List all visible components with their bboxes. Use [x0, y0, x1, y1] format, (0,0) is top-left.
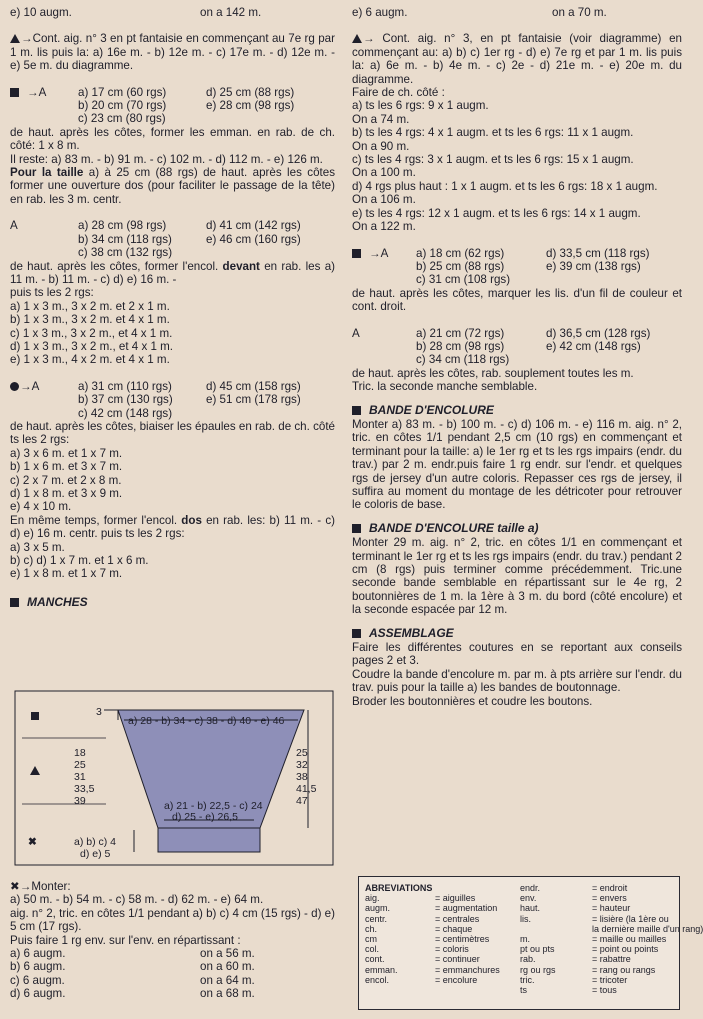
abbr-definition: = continuer: [435, 954, 480, 965]
text: a) à 25 cm (88 rgs) de haut. après les côtes former une ouverture dos (pour faciliter le passage de la tête) en rab. les 3 m. centr.: [10, 166, 335, 206]
abbr-term: [365, 985, 435, 995]
paragraph: Monter a) 83 m. - b) 100 m. - c) d) 106 m. - e) 116 m. aig. n° 2, tric. en côtes 1/1 pendant 2,5 cm (10 rgs) en commençant et terminant pour la taille: a) le 1er rg et ts les rgs impairs (endr. du trav.) par 2 m. endr.puis faire 1 rg endr. sur l'endr. et quelques rgs de jersey d'un autre coloris. Repasser ces rgs de jersey, il suffira au moment du montage de les détricoter pour retrouver le coloris de base.: [352, 417, 682, 512]
size-c: c) 42 cm (148 rgs): [78, 406, 173, 420]
abbr-definition: = envers: [592, 893, 627, 904]
line: On a 90 m.: [352, 139, 410, 153]
abbr-definition: = maille ou mailles: [592, 934, 667, 945]
paragraph: de haut. après les côtes, marquer les lis. d'un fil de couleur et cont. droit.: [352, 286, 682, 314]
paragraph: de haut. après les côtes, rab. souplement toutes les m.: [352, 366, 634, 380]
section-heading: BANDE D'ENCOLURE: [352, 404, 682, 417]
line: e) 1 x 8 m. et 1 x 7 m.: [10, 567, 123, 581]
size-d: d) 36,5 cm (128 rgs): [546, 326, 651, 340]
abbr-term: cm: [365, 934, 377, 945]
size-b: b) 25 cm (88 rgs): [416, 259, 505, 273]
abbr-definition: = augmentation: [435, 903, 498, 914]
line: a) 1 x 3 m., 3 x 2 m. et 2 x 1 m.: [10, 299, 170, 313]
size-d: d) 41 cm (142 rgs): [206, 219, 301, 233]
square-icon: [10, 598, 19, 607]
abbr-row: [365, 965, 673, 975]
line: puis ts les 2 rgs:: [10, 286, 94, 300]
sleeve-diagram: [14, 690, 334, 866]
square-icon: [352, 249, 361, 258]
abbr-definition: = centrales: [435, 913, 480, 924]
line: a) 3 x 5 m.: [10, 540, 65, 554]
abbr-row: [365, 903, 673, 913]
text: on a 70 m.: [552, 6, 607, 19]
paragraph: Broder les boutonnières et coudre les boutons.: [352, 694, 593, 708]
abbr-definition: = lisière (la 1ère ou: [592, 913, 669, 924]
triangle-icon: [30, 766, 40, 775]
abbr-definition: [435, 985, 520, 995]
bottom-width-label-1: a) 21 - b) 22,5 - c) 24: [164, 800, 263, 812]
square-icon: [31, 712, 39, 720]
left-height-label: 25: [74, 759, 86, 771]
paragraph: de haut. après les côtes, biaiser les épaules en rab. de ch. côté ts les 2 rgs:: [10, 419, 335, 447]
abbr-term: ch.: [365, 923, 378, 934]
size-e: e) 46 cm (160 rgs): [206, 232, 301, 246]
cross-icon: ✖: [10, 880, 20, 893]
size-d: d) 25 cm (88 rgs): [206, 85, 295, 99]
text: on a 142 m.: [200, 6, 262, 19]
paragraph: Il reste: a) 83 m. - b) 91 m. - c) 102 m. - d) 112 m. - e) 126 m.: [10, 152, 323, 166]
right-column: [352, 6, 682, 708]
top-offset-label: 3: [96, 706, 102, 718]
bold-text: Pour la taille: [10, 166, 84, 180]
size-c: c) 38 cm (132 rgs): [78, 246, 173, 260]
line: e) 1 x 3 m., 4 x 2 m. et 4 x 1 m.: [10, 353, 170, 367]
paragraph: Coudre la bande d'encolure m. par m. à pts arrière sur l'endr. du trav. puis pour la taille a) les bandes de boutonnage.: [352, 667, 682, 695]
abbr-row: [365, 934, 673, 944]
abbr-term: lis.: [520, 913, 531, 924]
line: Puis faire 1 rg env. sur l'env. en répartissant :: [10, 933, 241, 947]
paragraph: [10, 32, 335, 72]
size-a: a) 18 cm (62 rgs): [416, 246, 505, 260]
left-top-row: [10, 6, 335, 19]
paragraph: En même temps, former l'encol. dos en rab. les: b) 11 m. - c) d) e) 16 m. centr. puis ts les 2 rgs:: [10, 513, 335, 541]
cross-icon: ✖: [28, 836, 37, 848]
size-table: [10, 86, 335, 126]
section-heading: BANDE D'ENCOLURE taille a): [352, 522, 682, 535]
right-top-row: [352, 6, 682, 19]
abbr-row: [365, 975, 673, 985]
monter-row: a) 6 augm. on a 56 m.: [10, 947, 255, 961]
monter-row: c) 6 augm. on a 64 m.: [10, 973, 255, 987]
abbr-definition: = tous: [592, 985, 617, 996]
size-b: b) 34 cm (118 rgs): [78, 232, 172, 246]
line: d) 1 x 8 m. et 3 x 9 m.: [10, 487, 123, 500]
marker: A: [352, 326, 360, 340]
sleeve-cuff: [158, 828, 260, 852]
text: e) 10 augm.: [10, 6, 72, 19]
size-e: e) 42 cm (148 rgs): [546, 339, 641, 353]
size-table: [10, 219, 335, 259]
size-a: a) 21 cm (72 rgs): [416, 326, 505, 340]
abbr-term: [520, 924, 592, 934]
abbr-term: emman.: [365, 964, 398, 975]
abbr-definition: = hauteur: [592, 903, 631, 914]
line: b) 1 x 6 m. et 3 x 7 m.: [10, 460, 123, 474]
right-height-label: 41,5: [296, 783, 317, 795]
line: e) ts les 4 rgs: 12 x 1 augm. et ts les 6 rgs: 14 x 1 augm.: [352, 206, 641, 220]
left-height-label: 39: [74, 795, 86, 807]
left-height-label: 18: [74, 747, 86, 759]
line: e) 4 x 10 m.: [10, 500, 72, 514]
line: b) ts les 4 rgs: 4 x 1 augm. et ts les 6 rgs: 11 x 1 augm.: [352, 126, 634, 140]
abbr-rows: [365, 893, 703, 996]
top-width-label: a) 28 - b) 34 - c) 38 - d) 40 - e) 46: [128, 715, 285, 727]
line: On a 106 m.: [352, 193, 416, 207]
size-d: d) 33,5 cm (118 rgs): [546, 246, 650, 260]
dot-icon: [10, 382, 19, 391]
left-height-label: 31: [74, 771, 86, 783]
size-a: a) 17 cm (60 rgs): [78, 85, 167, 99]
right-height-labels: [296, 747, 317, 807]
size-e: e) 39 cm (138 rgs): [546, 259, 641, 273]
abbr-term: pt ou pts: [520, 944, 555, 955]
abbr-term: aig.: [365, 893, 380, 904]
left-height-labels: [74, 747, 95, 807]
abbr-definition: = aiguilles: [435, 893, 476, 904]
abbr-definition: = rabattre: [592, 954, 631, 965]
abbr-definition: = emmanchures: [435, 964, 500, 975]
line: b) 1 x 3 m., 3 x 2 m. et 4 x 1 m.: [10, 313, 170, 327]
line: b) c) d) 1 x 7 m. et 1 x 6 m.: [10, 554, 149, 568]
abbr-row: ABREVIATIONS endr. = endroit: [365, 883, 628, 893]
bottom-width-label-2: d) 25 - e) 26,5: [172, 811, 238, 823]
line: On a 122 m.: [352, 220, 416, 234]
right-height-label: 38: [296, 771, 308, 783]
line: a) 50 m. - b) 54 m. - c) 58 m. - d) 62 m. - e) 64 m.: [10, 893, 264, 907]
paragraph: de haut. après les côtes, former les emman. en rab. de ch. côté: 1 x 8 m.: [10, 125, 335, 153]
right-height-label: 47: [296, 795, 308, 807]
monter-block: [10, 880, 335, 1001]
abbr-row: [365, 954, 673, 964]
abbr-term: env.: [520, 893, 537, 904]
square-icon: [10, 88, 19, 97]
size-a: a) 28 cm (98 rgs): [78, 219, 167, 233]
cuff-label-2: d) e) 5: [80, 848, 111, 860]
size-c: c) 23 cm (80 rgs): [78, 112, 166, 126]
abbr-term: col.: [365, 944, 380, 955]
abbr-definition: = point ou points: [592, 944, 659, 955]
paragraph: aig. n° 2, tric. en côtes 1/1 pendant a) b) c) 4 cm (15 rgs) - d) e) 5 cm (17 rgs).: [10, 906, 335, 934]
size-e: e) 28 cm (98 rgs): [206, 99, 295, 113]
square-icon: [352, 524, 361, 533]
right-height-label: 25: [296, 747, 308, 759]
size-c: c) 34 cm (118 rgs): [416, 353, 510, 367]
monter-row: b) 6 augm. on a 60 m.: [10, 960, 255, 974]
paragraph: Faire les différentes coutures en se reportant aux conseils pages 2 et 3.: [352, 641, 682, 668]
text: →Cont. aig. n° 3 en pt fantaisie en commençant au 7e rg par 1 m. lis puis la: a) 16e m. - b) 12e m. - c) 17e m. - d) 12e m. - e) 5e m. du diagramme.: [10, 32, 335, 73]
monter-row: d) 6 augm. on a 68 m.: [10, 987, 255, 1001]
paragraph: [10, 166, 335, 206]
monter-heading: ✖→Monter:: [10, 880, 71, 893]
section-heading: MANCHES: [10, 596, 335, 609]
left-column: [10, 6, 335, 610]
text: e) 6 augm.: [352, 6, 408, 19]
abbr-row: [365, 944, 673, 954]
paragraph: → Cont. aig. n° 3, en pt fantaisie (voir diagramme) en commençant au: a) b) c) 1er rg - d) e) 7e rg et par 1 m. lis puis la: a) 6e m. - b) 4e m. - c) 2e - d) 21e m. - e) 20e m. du diagramme.: [352, 32, 682, 86]
size-b: b) 28 cm (98 rgs): [416, 339, 505, 353]
abbr-term: centr.: [365, 913, 388, 924]
abbr-title: ABREVIATIONS: [365, 883, 433, 893]
abbr-definition: = encolure: [435, 974, 478, 985]
marker: →A: [10, 86, 78, 99]
abbr-definition: = chaque: [435, 923, 473, 934]
line: c) ts les 4 rgs: 3 x 1 augm. et ts les 6 rgs: 15 x 1 augm.: [352, 153, 634, 167]
square-icon: [352, 629, 361, 638]
abbr-term: rab.: [520, 954, 536, 965]
square-icon: [352, 406, 361, 415]
abbr-row: [365, 923, 703, 934]
line: On a 74 m.: [352, 112, 410, 126]
line: a) 3 x 6 m. et 1 x 7 m.: [10, 446, 123, 460]
abbr-definition: = coloris: [435, 944, 469, 955]
size-table: [352, 327, 682, 367]
right-height-label: 32: [296, 759, 308, 771]
size-b: b) 20 cm (70 rgs): [78, 99, 167, 113]
size-c: c) 31 cm (108 rgs): [416, 273, 511, 287]
size-a: a) 31 cm (110 rgs): [78, 379, 172, 393]
abbr-definition: la dernière maille d'un rang): [592, 923, 703, 934]
abbr-row: [365, 914, 673, 924]
size-d: d) 45 cm (158 rgs): [206, 379, 301, 393]
sleeve-diagram-svg: [14, 690, 334, 866]
size-table: [10, 380, 335, 420]
triangle-icon: [352, 34, 362, 43]
size-b: b) 37 cm (130 rgs): [78, 393, 173, 407]
size-table: [352, 247, 682, 287]
abbr-term: rg ou rgs: [520, 964, 556, 975]
marker: A: [10, 219, 18, 233]
abbr-term: m.: [520, 934, 530, 945]
line: a) ts les 6 rgs: 9 x 1 augm.: [352, 99, 489, 113]
marker: →A: [352, 247, 416, 260]
abbr-term: ts: [520, 985, 528, 996]
line: d) 1 x 3 m., 3 x 2 m., et 4 x 1 m.: [10, 339, 174, 353]
abbr-row: [365, 985, 673, 995]
line: On a 100 m.: [352, 166, 416, 180]
paragraph: d) 4 rgs plus haut : 1 x 1 augm. et ts les 6 rgs: 18 x 1 augm.: [352, 179, 658, 193]
abbr-definition: = centimètres: [435, 934, 490, 945]
abbr-definition: = tricoter: [592, 974, 628, 985]
paragraph: Monter 29 m. aig. n° 2, tric. en côtes 1/1 en commençant et terminant le 1er rg et ts les rgs impairs (endr. du trav.) pendant 2 cm (8 rgs) puis terminer comme précédemment. Tric.une seconde bande semblable en répartissant sur le 4e rg, 2 boutonnières de 1 m. la 1ère à 3 m. du bord (côté encolure) et la seconde espacée par 12 m.: [352, 536, 682, 617]
marker: →A: [10, 380, 78, 393]
left-height-label: 33,5: [74, 783, 95, 795]
line: c) 1 x 3 m., 3 x 2 m., et 4 x 1 m.: [10, 326, 173, 340]
cuff-label-1: a) b) c) 4: [74, 836, 117, 848]
line: Faire de ch. côté :: [352, 86, 445, 100]
section-heading: ASSEMBLAGE: [352, 627, 682, 640]
abbreviations-box: [358, 876, 703, 1010]
paragraph: Tric. la seconde manche semblable.: [352, 380, 538, 394]
abbr-definition: = rang ou rangs: [592, 964, 656, 975]
abbr-term: encol.: [365, 974, 390, 985]
abbr-term: haut.: [520, 903, 541, 914]
abbr-term: augm.: [365, 903, 391, 914]
line: c) 2 x 7 m. et 2 x 8 m.: [10, 473, 122, 487]
paragraph: de haut. après les côtes, former l'encol. devant en rab. les a) 11 m. - b) 11 m. - c) d) e) 16 m. -: [10, 259, 335, 286]
triangle-icon: [10, 34, 20, 43]
abbr-term: tric.: [520, 974, 535, 985]
abbr-row: [365, 893, 673, 903]
abbr-term: cont.: [365, 954, 385, 965]
size-e: e) 51 cm (178 rgs): [206, 393, 301, 407]
